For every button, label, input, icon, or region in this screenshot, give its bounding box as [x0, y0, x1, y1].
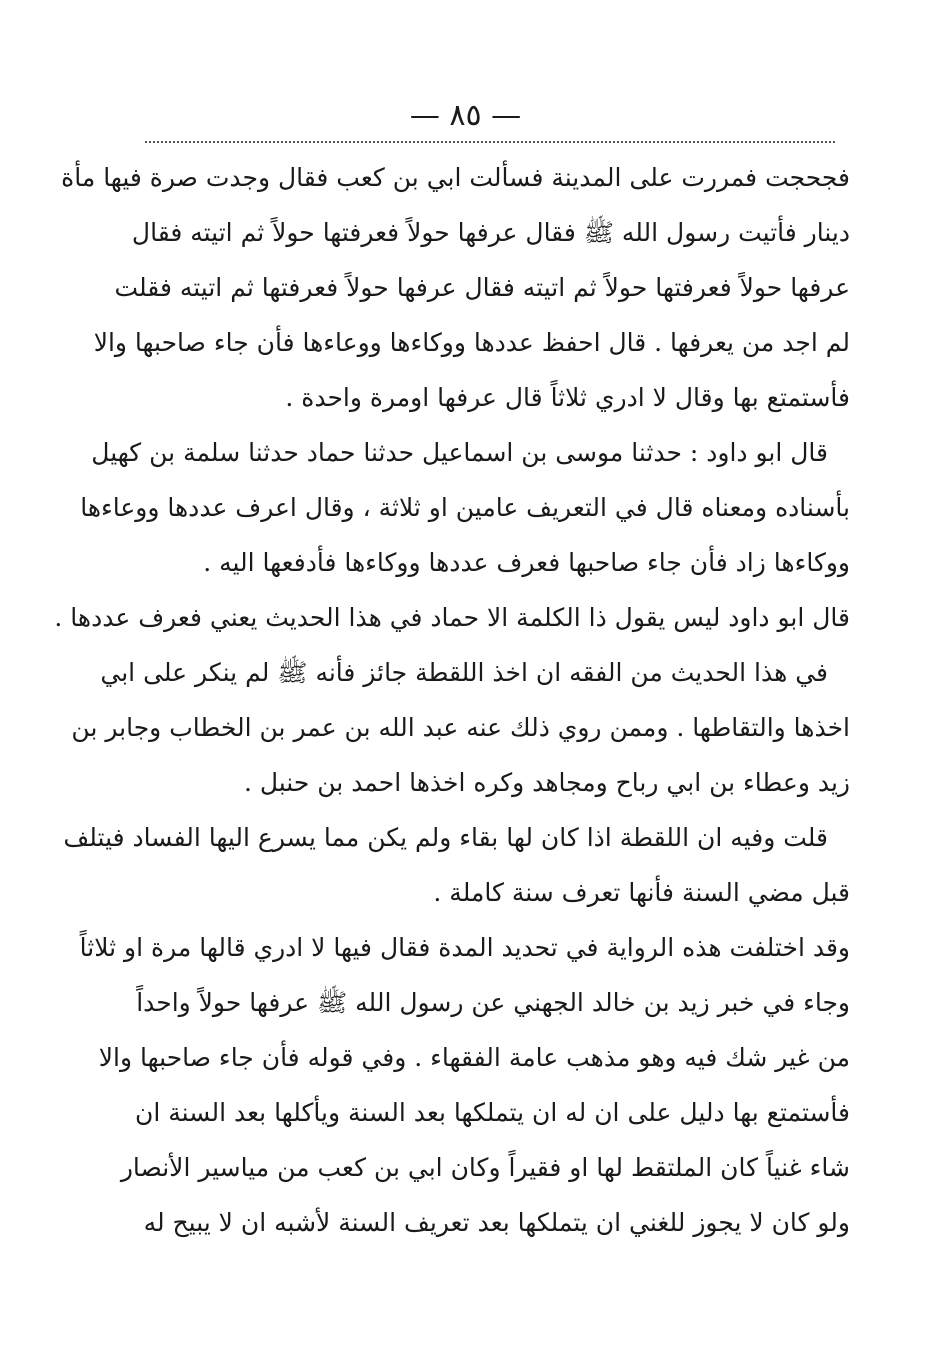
- text-line: زيد وعطاء بن ابي رباح ومجاهد وكره اخذها احمد بن حنبل .: [243, 768, 850, 797]
- text-line: فجحجت فمررت على المدينة فسألت ابي بن كعب فقال وجدت صرة فيها مأة: [61, 163, 850, 192]
- page-number: — ٨٥ —: [409, 98, 522, 133]
- text-line: قال ابو داود ليس يقول ذا الكلمة الا حماد في هذا الحديث يعني فعرف عددها .: [54, 603, 850, 632]
- text-line: في هذا الحديث من الفقه ان اخذ اللقطة جائز فأنه ﷺ لم ينكر على ابي: [100, 658, 828, 687]
- text-line: دينار فأتيت رسول الله ﷺ فقال عرفها حولاً فعرفتها حولاً ثم اتيته فقال: [131, 218, 850, 247]
- text-line: وقد اختلفت هذه الرواية في تحديد المدة فقال فيها لا ادري قالها مرة او ثلاثاً: [79, 933, 850, 962]
- text-line: ولو كان لا يجوز للغني ان يتملكها بعد تعريف السنة لأشبه ان لا يبيح له: [143, 1208, 850, 1237]
- text-line: وجاء في خبر زيد بن خالد الجهني عن رسول الله ﷺ عرفها حولاً واحداً: [136, 988, 850, 1017]
- text-line: قبل مضي السنة فأنها تعرف سنة كاملة .: [433, 878, 850, 907]
- page-body-text: [54, 150, 850, 1250]
- text-line: فأستمتع بها دليل على ان له ان يتملكها بعد السنة ويأكلها بعد السنة ان: [134, 1098, 850, 1127]
- header-divider: [145, 141, 835, 143]
- text-line: فأستمتع بها وقال لا ادري ثلاثاً قال عرفها اومرة واحدة .: [285, 383, 850, 412]
- text-line: قال ابو داود : حدثنا موسى بن اسماعيل حدثنا حماد حدثنا سلمة بن كهيل: [91, 438, 828, 467]
- text-line: لم اجد من يعرفها . قال احفظ عددها ووكاءها ووعاءها فأن جاء صاحبها والا: [93, 328, 850, 357]
- text-line: ووكاءها زاد فأن جاء صاحبها فعرف عددها ووكاءها فأدفعها اليه .: [203, 548, 850, 577]
- text-line: قلت وفيه ان اللقطة اذا كان لها بقاء ولم يكن مما يسرع اليها الفساد فيتلف: [63, 823, 828, 852]
- text-line: عرفها حولاً فعرفتها حولاً ثم اتيته فقال عرفها حولاً فعرفتها ثم اتيته فقلت: [114, 273, 850, 302]
- text-line: بأسناده ومعناه قال في التعريف عامين او ثلاثة ، وقال اعرف عددها ووعاءها: [80, 493, 850, 522]
- text-line: شاء غنياً كان الملتقط لها او فقيراً وكان ابي بن كعب من مياسير الأنصار: [120, 1153, 850, 1182]
- text-line: اخذها والتقاطها . وممن روي ذلك عنه عبد الله بن عمر بن الخطاب وجابر بن: [71, 713, 850, 742]
- text-line: من غير شك فيه وهو مذهب عامة الفقهاء . وفي قوله فأن جاء صاحبها والا: [98, 1043, 850, 1072]
